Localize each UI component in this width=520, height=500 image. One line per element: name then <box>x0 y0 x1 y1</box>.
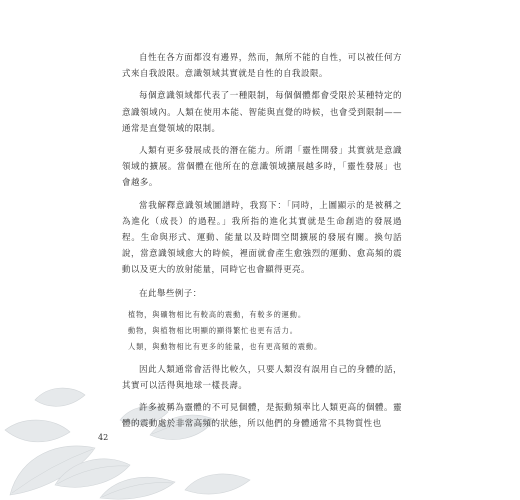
paragraph: 人類有更多發展成長的潛在能力。所謂「靈性開發」其實就是意識領域的擴展。當個體在他所在的意識領域擴展越多時，「靈性發展」也會越多。 <box>122 146 402 189</box>
example-item: 人類，與動物相比有更多的能量，也有更高頻的震動。 <box>128 341 323 351</box>
example-item: 植物，與礦物相比有較高的震動，有較多的運動。 <box>128 309 306 319</box>
paragraph: 在此舉些例子： <box>139 288 202 299</box>
paragraph: 許多被稱為靈體的不可見個體，是振動頻率比人類更高的個體。靈體的震動處於非常高頻的狀態，所以他們的身體通常不具物質性也 <box>122 403 402 430</box>
paragraph: 因此人類通常會活得比較久，只要人類沒有誤用自己的身體的話，其實可以活得與地球一樣長壽。 <box>122 364 402 392</box>
paragraph: 每個意識領域都代表了一種限制，每個個體都會受限於某種特定的意識領域內。人類在使用本能、智能與直覺的時候，也會受到限制——通常是直覺領域的限制。 <box>122 91 402 134</box>
example-item: 動物，與植物相比明顯的顯得繁忙也更有活力。 <box>128 325 298 335</box>
leaf-shape <box>100 477 175 499</box>
paragraph: 當我解釋意識領域圖譜時，我寫下：「同時，上圖顯示的是被稱之為進化（成長）的過程。」我所指的進化其實就是生命創造的發展過程。生命與形式、運動、能量以及時間空間擴展的發展有關。換句話說，當意識領域愈大的時候，裡面就會產生愈強烈的運動、愈高頻的震動以及更大的放射能量，同時它也會顯得更亮。 <box>122 200 402 276</box>
paragraph: 自性在各方面都沒有邊界，然而，無所不能的自性，可以被任何方式來自我設限。意識領域其實就是自性的自我設限。 <box>122 53 402 80</box>
leaf-shape <box>185 474 250 494</box>
main-text <box>122 50 402 433</box>
page-number: 42 <box>98 433 109 442</box>
leaf-shape <box>5 420 70 442</box>
leaf-shape <box>35 388 85 406</box>
